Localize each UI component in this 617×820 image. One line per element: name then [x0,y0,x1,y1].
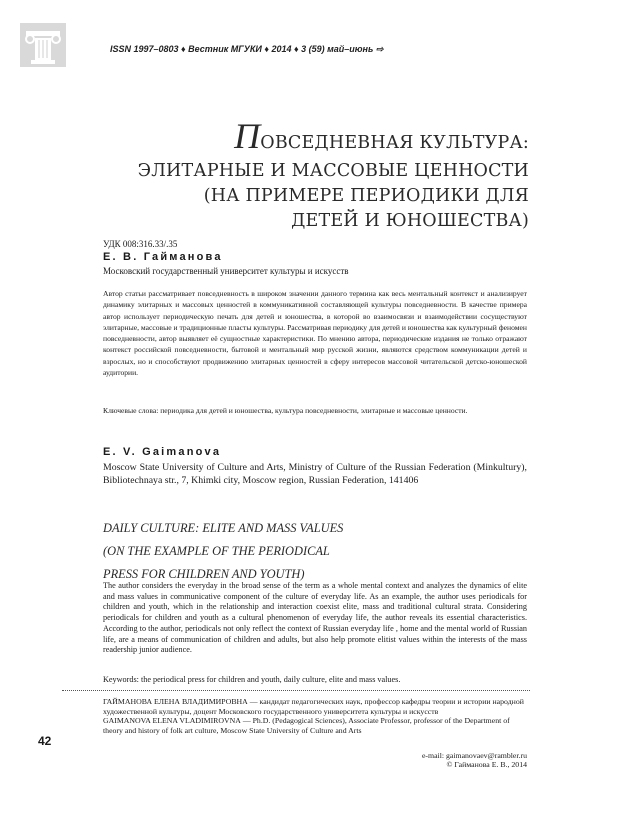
title-line-1: ОВСЕДНЕВНАЯ КУЛЬТУРА: [260,133,529,153]
footnote-divider [62,690,530,691]
title-line-2: ЭЛИТАРНЫЕ И МАССОВЫЕ ЦЕННОСТИ [137,161,529,181]
title-en-line-2: (ON THE EXAMPLE OF THE PERIODICAL [103,544,330,558]
keywords-ru: Ключевые слова: периодика для детей и юношества, культура повседневности, элитарные и массовые ценности. [103,406,468,415]
udc-code: УДК 008:316.33/.35 [103,239,178,249]
abstract-en: The author considers the everyday in the broad sense of the term as a whole mental context and analyzes the dynamics of elite and mass values in communicative component of the culture of everyday life. As an example, the author uses periodicals for children and youth, which in the relationship and interaction coexist elite, mass and traditional cultural strata. Considering periodicals for children and youth as a cultural phenomenon of everyday life, the author reveals its essential characteristics. According to the author, periodicals not only reflect the context of Russian everyday life , home and the mental world of Russian life, are a means of communication of children and adults, but also help promote elitist values within the interests of the mass readership junior audience. [103,581,527,655]
abstract-ru: Автор статьи рассматривает повседневность в широком значении данного термина как весь ментальный контекст и анализирует динамику элитарных и массовых ценностей в коммуникативной составляющей культуры повседневности. В качестве примера автор использует периодическую печать для детей и юношества, в которой во взаимосвязи и взаимодействии сосуществуют элитарные, массовые и традиционные пласты культуры. Рассматривая периодику для детей и юношества как культурный феномен повседневности, автор выявляет её сущностные характеристики. По мнению автора, периодические издания не только отражают контекст российской повседневности, бытовой и ментальный мир русской жизни, являются средством коммуникации детей и взрослых, но и способствуют продвижению элитарных ценностей в сферу интересов массовой читательской детско-юношеской аудитории. [103,289,527,378]
footnote-bio-en: — Ph.D. (Pedagogical Sciences), Associate Professor, professor of the Department of theory and history of folk art culture, Moscow State University of Culture and Arts [103,716,510,736]
affiliation-ru: Московский государственный университет культуры и искусств [103,266,349,276]
page-number: 42 [38,734,52,748]
title-en-line-3: PRESS FOR CHILDREN AND YOUTH) [103,567,305,581]
author-name-en: E. V. Gaimanova [103,446,222,458]
author-name-ru: Е. В. Гайманова [103,251,223,263]
author-email: e-mail: gaimanovaev@rambler.ru [421,751,527,760]
footnote-bio-ru: — кандидат педагогических наук, профессор кафедры теории и истории народной художественной культуры, доцент Московского государственного университета культуры и искусств [103,697,524,716]
footnote-ru [103,697,527,716]
title-initial: П [234,116,261,156]
keywords-en: Keywords: the periodical press for children and youth, daily culture, elite and mass values. [103,675,401,684]
title-en-line-1: DAILY CULTURE: ELITE AND MASS VALUES [103,521,344,535]
footnote-name-en: GAIMANOVA ELENA VLADIMIROVNA [103,716,241,726]
article-title-ru [109,116,529,234]
copyright: © Гайманова Е. В., 2014 [446,760,527,769]
footnote-name-ru: ГАЙМАНОВА ЕЛЕНА ВЛАДИМИРОВНА [103,697,248,706]
title-line-4: ДЕТЕЙ И ЮНОШЕСТВА) [291,211,529,231]
article-title-en [103,517,527,586]
footnote-en [103,716,527,735]
journal-header: ISSN 1997–0803 ♦ Вестник МГУКИ ♦ 2014 ♦ 3 (59) май–июнь ⇨ [110,44,384,54]
affiliation-en: Moscow State University of Culture and Arts, Ministry of Culture of the Russian Federation (Minkultury), Bibliotechnaya str., 7, Khimki city, Moscow region, Russian Federation, 141406 [103,462,527,486]
title-line-3: (НА ПРИМЕРЕ ПЕРИОДИКИ ДЛЯ [203,186,529,206]
journal-logo-icon [20,23,66,67]
author-footnote [103,697,527,736]
